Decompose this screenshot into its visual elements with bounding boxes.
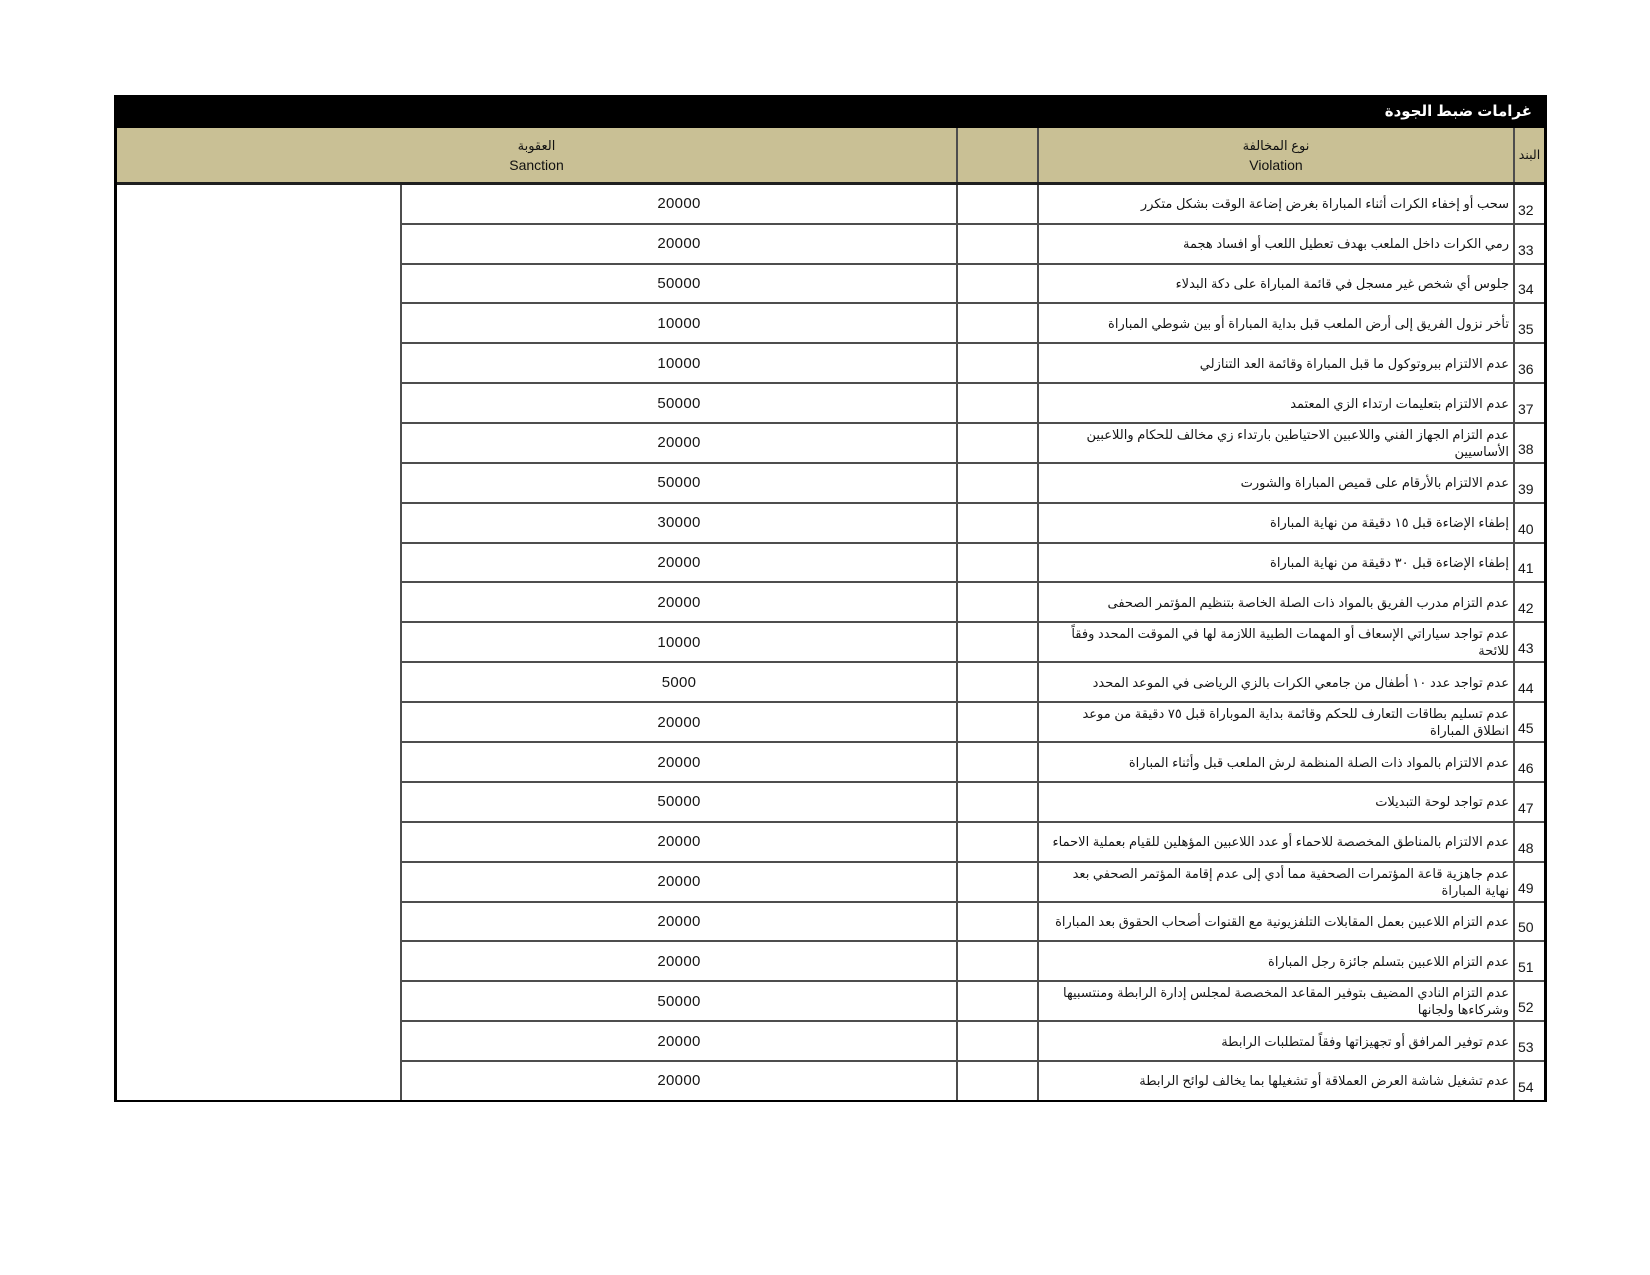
table-header-row [117, 128, 1544, 185]
item-number-cell: 47 [1513, 783, 1544, 821]
header-violation-english: Violation [1249, 156, 1303, 173]
item-number-cell: 33 [1513, 225, 1544, 263]
item-number-cell: 36 [1513, 344, 1544, 382]
sanction-value-cell: 20000 [657, 1032, 701, 1050]
sanction-value-cell: 20000 [657, 593, 701, 611]
empty-cell [956, 544, 1037, 582]
sanction-value-cell: 50000 [657, 394, 701, 412]
table-row [402, 783, 1544, 823]
violation-text-cell: عدم تسليم بطاقات التعارف للحكم وقائمة بداية الموباراة قبل ٧٥ دقيقة من موعد انطلاق المباراة [1037, 703, 1513, 741]
item-number-cell: 38 [1513, 424, 1544, 462]
empty-cell [956, 304, 1037, 342]
header-cell-sanction [117, 128, 956, 182]
item-number-cell: 45 [1513, 703, 1544, 741]
empty-cell [956, 1062, 1037, 1100]
sanction-value-cell: 20000 [657, 713, 701, 731]
item-number-cell: 42 [1513, 583, 1544, 621]
item-number-cell: 44 [1513, 663, 1544, 701]
violation-text-cell: عدم التزام اللاعبين بتسلم جائزة رجل المباراة [1037, 942, 1513, 980]
table-body-rows [402, 185, 1544, 1100]
sanction-value-cell: 20000 [657, 952, 701, 970]
table-row [402, 544, 1544, 584]
header-cell-empty [956, 128, 1037, 182]
sanction-value-cell: 50000 [657, 474, 701, 492]
item-number-cell: 54 [1513, 1062, 1544, 1100]
violation-text-cell: تأخر نزول الفريق إلى أرض الملعب قبل بداية المباراة أو بين شوطي المباراة [1037, 304, 1513, 342]
sanction-value-cell: 50000 [657, 275, 701, 293]
item-number-cell: 48 [1513, 823, 1544, 861]
item-number-cell: 43 [1513, 623, 1544, 661]
violation-text-cell: عدم الالتزام بتعليمات ارتداء الزي المعتمد [1037, 384, 1513, 422]
empty-cell [956, 903, 1037, 941]
empty-cell [956, 942, 1037, 980]
table-row [402, 225, 1544, 265]
table-row [402, 623, 1544, 663]
sanction-value-cell: 10000 [657, 633, 701, 651]
table-row [402, 424, 1544, 464]
table-row [402, 265, 1544, 305]
table-row [402, 464, 1544, 504]
violation-text-cell: عدم تواجد سياراتي الإسعاف أو المهمات الطبية اللازمة لها في الموقت المحدد وفقاً للائحة [1037, 623, 1513, 661]
table-row [402, 304, 1544, 344]
empty-cell [956, 783, 1037, 821]
empty-cell [956, 703, 1037, 741]
table-title: غرامات ضبط الجودة [1384, 103, 1532, 120]
table-row [402, 185, 1544, 225]
empty-cell [956, 424, 1037, 462]
table-row [402, 384, 1544, 424]
header-item-arabic: البند [1518, 147, 1541, 162]
violation-text-cell: عدم الالتزام ببروتوكول ما قبل المباراة وقائمة العد التنازلي [1037, 344, 1513, 382]
empty-cell [956, 464, 1037, 502]
violation-text-cell: عدم جاهزية قاعة المؤتمرات الصحفية مما أدي إلى عدم إقامة المؤتمر الصحفي بعد نهاية المباراة [1037, 863, 1513, 901]
merged-empty-column [117, 185, 402, 1100]
empty-cell [956, 583, 1037, 621]
empty-cell [956, 344, 1037, 382]
sanction-value-cell: 20000 [657, 434, 701, 452]
item-number-cell: 46 [1513, 743, 1544, 781]
sanction-value-cell: 50000 [657, 992, 701, 1010]
sanction-value-cell: 20000 [657, 235, 701, 253]
header-violation-arabic: نوع المخالفة [1242, 137, 1310, 153]
table-row [402, 982, 1544, 1022]
item-number-cell: 39 [1513, 464, 1544, 502]
table-body [117, 185, 1544, 1100]
item-number-cell: 40 [1513, 504, 1544, 542]
violation-text-cell: عدم الالتزام بالمناطق المخصصة للاحماء أو عدد اللاعبين المؤهلين للقيام بعملية الاحماء [1037, 823, 1513, 861]
sanction-value-cell: 20000 [657, 554, 701, 572]
empty-cell [956, 743, 1037, 781]
violation-text-cell: عدم تشغيل شاشة العرض العملاقة أو تشغيلها بما يخالف لوائح الرابطة [1037, 1062, 1513, 1100]
violation-text-cell: إطفاء الإضاءة قبل ٣٠ دقيقة من نهاية المباراة [1037, 544, 1513, 582]
item-number-cell: 34 [1513, 265, 1544, 303]
table-row [402, 504, 1544, 544]
item-number-cell: 32 [1513, 185, 1544, 223]
item-number-cell: 41 [1513, 544, 1544, 582]
violation-text-cell: عدم الالتزام بالأرقام على قميص المباراة والشورت [1037, 464, 1513, 502]
quality-control-fines-table [114, 95, 1547, 1102]
sanction-value-cell: 20000 [657, 753, 701, 771]
sanction-value-cell: 10000 [657, 314, 701, 332]
sanction-value-cell: 10000 [657, 354, 701, 372]
violation-text-cell: سحب أو إخفاء الكرات أثناء المباراة بغرض إضاعة الوقت بشكل متكرر [1037, 185, 1513, 223]
item-number-cell: 49 [1513, 863, 1544, 901]
violation-text-cell: عدم التزام مدرب الفريق بالمواد ذات الصلة الخاصة بتنظيم المؤتمر الصحفى [1037, 583, 1513, 621]
empty-cell [956, 623, 1037, 661]
violation-text-cell: عدم توفير المرافق أو تجهيزاتها وفقاً لمتطلبات الرابطة [1037, 1022, 1513, 1060]
item-number-cell: 35 [1513, 304, 1544, 342]
table-row [402, 823, 1544, 863]
violation-text-cell: إطفاء الإضاءة قبل ١٥ دقيقة من نهاية المباراة [1037, 504, 1513, 542]
item-number-cell: 50 [1513, 903, 1544, 941]
header-cell-violation [1037, 128, 1513, 182]
empty-cell [956, 982, 1037, 1020]
empty-cell [956, 185, 1037, 223]
empty-cell [956, 225, 1037, 263]
sanction-value-cell: 50000 [657, 793, 701, 811]
table-row [402, 663, 1544, 703]
sanction-value-cell: 20000 [657, 1072, 701, 1090]
header-sanction-arabic: العقوبة [517, 137, 556, 153]
table-row [402, 583, 1544, 623]
item-number-cell: 52 [1513, 982, 1544, 1020]
violation-text-cell: عدم التزام النادي المضيف بتوفير المقاعد المخصصة لمجلس إدارة الرابطة ومنتسبيها وشركاءها ولجانها [1037, 982, 1513, 1020]
table-row [402, 1062, 1544, 1100]
empty-cell [956, 663, 1037, 701]
table-row [402, 743, 1544, 783]
sanction-value-cell: 20000 [657, 873, 701, 891]
sanction-value-cell: 5000 [661, 673, 697, 691]
item-number-cell: 53 [1513, 1022, 1544, 1060]
empty-cell [956, 823, 1037, 861]
violation-text-cell: عدم الالتزام بالمواد ذات الصلة المنظمة لرش الملعب قبل وأثناء المباراة [1037, 743, 1513, 781]
empty-cell [956, 384, 1037, 422]
table-row [402, 863, 1544, 903]
sanction-value-cell: 20000 [657, 833, 701, 851]
violation-text-cell: عدم التزام الجهاز الفني واللاعبين الاحتياطين بارتداء زي مخالف للحكام واللاعبين الأساسيين [1037, 424, 1513, 462]
table-row [402, 1022, 1544, 1062]
empty-cell [956, 504, 1037, 542]
header-sanction-english: Sanction [509, 156, 564, 173]
violation-text-cell: عدم التزام اللاعبين بعمل المقابلات التلفزيونية مع القنوات أصحاب الحقوق بعد المباراة [1037, 903, 1513, 941]
table-row [402, 903, 1544, 943]
item-number-cell: 37 [1513, 384, 1544, 422]
violation-text-cell: جلوس أي شخص غير مسجل في قائمة المباراة على دكة البدلاء [1037, 265, 1513, 303]
sanction-value-cell: 20000 [657, 195, 701, 213]
sanction-value-cell: 20000 [657, 913, 701, 930]
sanction-value-cell: 30000 [657, 514, 701, 532]
empty-cell [956, 265, 1037, 303]
violation-text-cell: رمي الكرات داخل الملعب بهدف تعطيل اللعب أو افساد هجمة [1037, 225, 1513, 263]
table-row [402, 344, 1544, 384]
violation-text-cell: عدم تواجد عدد ١٠ أطفال من جامعي الكرات بالزي الرياضى في الموعد المحدد [1037, 663, 1513, 701]
empty-cell [956, 863, 1037, 901]
table-title-bar [117, 95, 1544, 128]
table-row [402, 942, 1544, 982]
table-row [402, 703, 1544, 743]
header-cell-item-number [1513, 128, 1544, 182]
item-number-cell: 51 [1513, 942, 1544, 980]
empty-cell [956, 1022, 1037, 1060]
violation-text-cell: عدم تواجد لوحة التبديلات [1037, 783, 1513, 821]
